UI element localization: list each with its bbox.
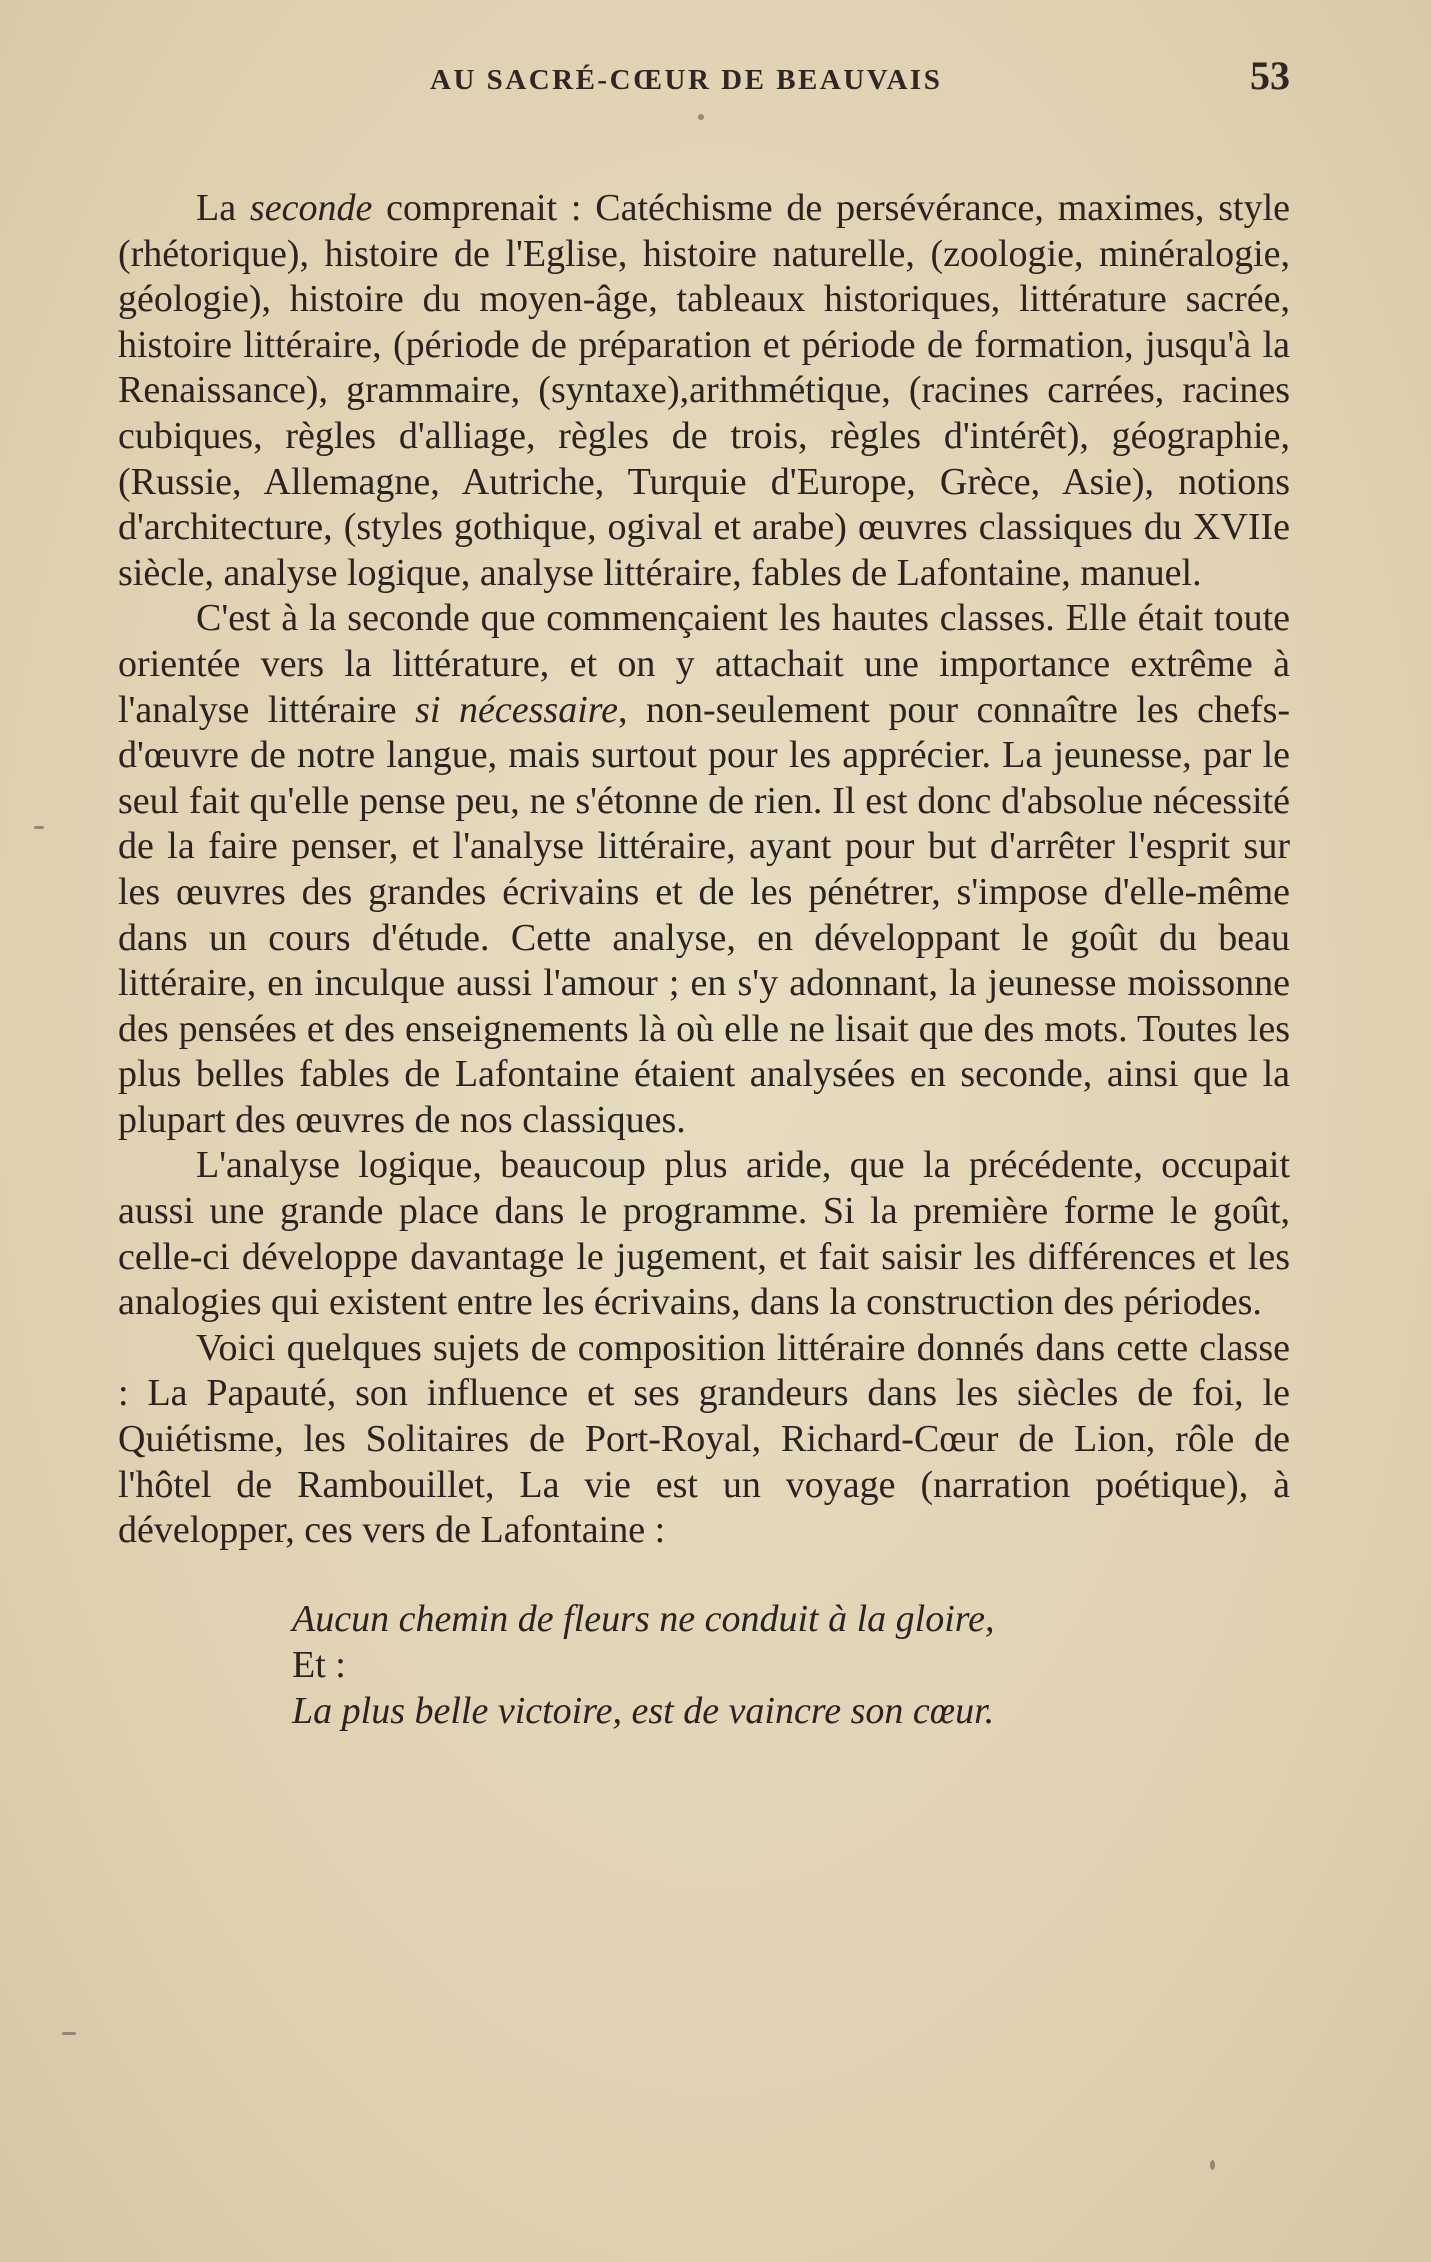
paper-speck <box>698 114 704 120</box>
page-number: 53 <box>1250 53 1290 98</box>
paragraph-2-italic: si nécessaire <box>415 688 619 731</box>
paragraph-2-text-before: C'est à la seconde que commençaient les hautes classes. Elle était toute orientée vers la littérature, et on y attachait une importance extrême à l'analyse littéraire <box>118 597 1290 731</box>
paragraph-4-text: Voici quelques sujets de composition littéraire donnés dans cette classe : La Papauté, son influence et ses grandeurs dans les siècles de foi, le Quiétisme, les Solitaires de Port-Royal, Richard-Cœur de Lion, rôle de l'hôtel de Rambouillet, La vie est un voyage (narration poétique), à développer, ces vers de Lafontaine : <box>118 1326 1290 1552</box>
verse-line-2: La plus belle victoire, est de vaincre son cœur. <box>292 1689 995 1732</box>
paragraph-4 <box>118 1326 1290 1554</box>
running-head <box>118 52 1290 116</box>
paper-speck <box>1210 2160 1215 2170</box>
paragraph-1 <box>118 186 1290 596</box>
body-text <box>118 186 1290 1554</box>
paragraph-2 <box>118 596 1290 1143</box>
paragraph-3 <box>118 1143 1290 1325</box>
book-page <box>118 52 1290 2212</box>
verse-quote <box>292 1596 1290 1734</box>
verse-line-1: Aucun chemin de fleurs ne conduit à la gloire, <box>292 1597 995 1640</box>
paragraph-1-text: comprenait : Catéchisme de persévérance, maximes, style (rhétorique), histoire de l'Eglise, histoire naturelle, (zoologie, minéralogie, géologie), histoire du moyen-âge, tableaux historiques, littérature sacrée, histoire littéraire, (période de préparation et période de formation, jusqu'à la Renaissance), grammaire, (syntaxe),arithmétique, (racines carrées, racines cubiques, règles d'alliage, règles de trois, règles d'intérêt), géographie, (Russie, Allemagne, Autriche, Turquie d'Europe, Grèce, Asie), notions d'architecture, (styles gothique, ogival et arabe) œuvres classiques du XVIIe siècle, analyse logique, analyse littéraire, fables de Lafontaine, manuel. <box>118 187 1291 594</box>
paragraph-2-text-after: , non-seulement pour connaître les chefs-d'œuvre de notre langue, mais surtout pour les apprécier. La jeunesse, par le seul fait qu'elle pense peu, ne s'étonne de rien. Il est donc d'absolue nécessité de la faire penser, et l'analyse littéraire, ayant pour but d'arrêter l'esprit sur les œuvres des grandes écrivains et de les pénétrer, s'impose d'elle-même dans un cours d'étude. Cette analyse, en développant le goût du beau littéraire, en inculque aussi l'amour ; en s'y adonnant, la jeunesse moissonne des pensées et des enseignements là où elle ne lisait que des mots. Toutes les plus belles fables de Lafontaine étaient analysées en seconde, ainsi que la plupart des œuvres de nos classiques. <box>118 688 1291 1141</box>
paragraph-3-text: L'analyse logique, beaucoup plus aride, que la précédente, occupait aussi une grande place dans le programme. Si la première forme le goût, celle-ci développe davantage le jugement, et fait saisir les différences et les analogies qui existent entre les écrivains, dans la construction des périodes. <box>118 1144 1290 1324</box>
paper-speck <box>34 826 44 829</box>
verse-connector: Et : <box>292 1643 346 1686</box>
paragraph-1-lead: La <box>196 187 250 229</box>
running-title: AU SACRÉ-CŒUR DE BEAUVAIS <box>430 64 943 96</box>
paragraph-1-italic-seconde: seconde <box>249 187 373 229</box>
paper-speck <box>62 2032 76 2035</box>
